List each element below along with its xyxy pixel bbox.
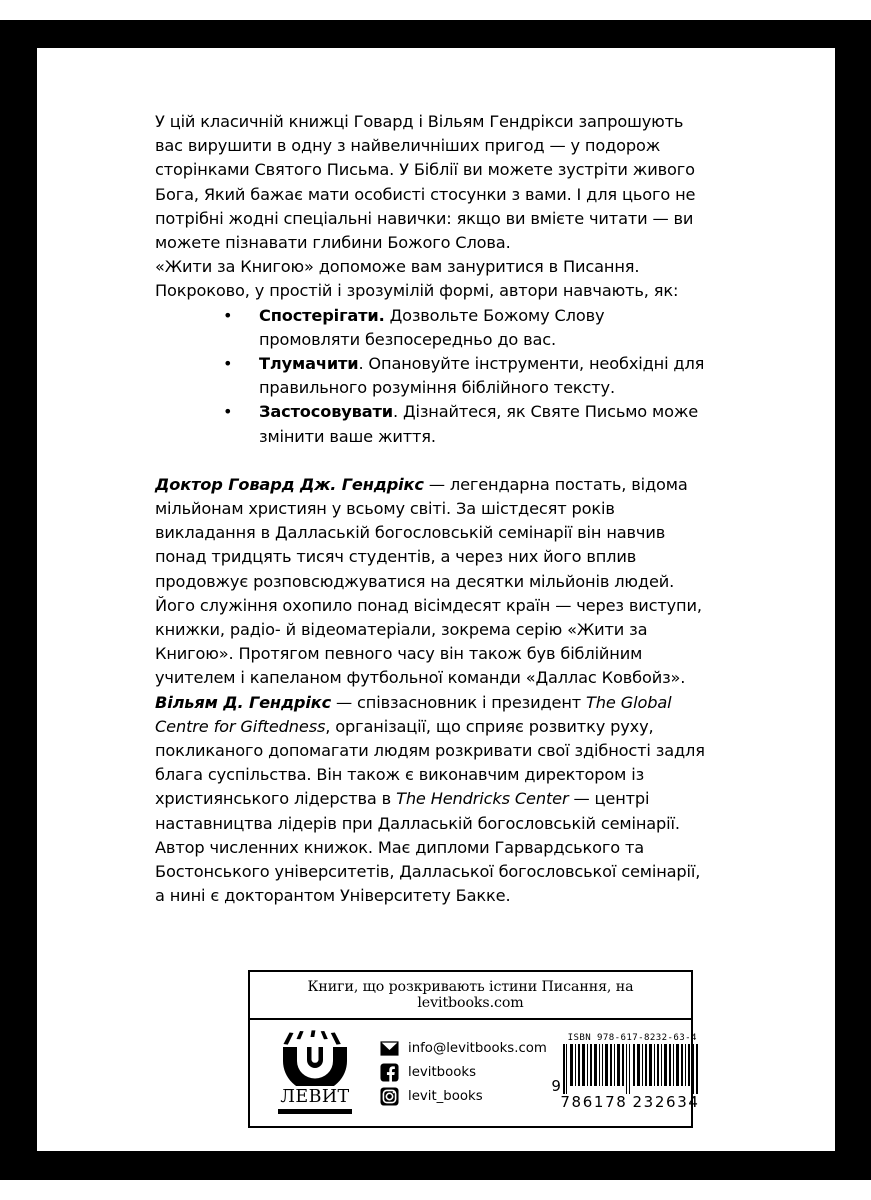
list-item-text: . Опановуйте інструменти, необхідні для правильного розуміння біблійного тексту. <box>259 354 705 398</box>
list-item <box>155 352 707 400</box>
ean-left-group <box>560 1093 627 1111</box>
ean-digit: 2 <box>632 1093 643 1111</box>
author-bio-howard <box>155 473 707 691</box>
ean-digit: 3 <box>677 1093 687 1111</box>
contact-list <box>358 1039 547 1106</box>
isbn-number: ISBN 978-617-8232-63-4 <box>567 1033 697 1043</box>
publisher-wordmark: ЛЕВИТ <box>280 1087 350 1108</box>
ean-digit: 7 <box>560 1093 571 1111</box>
ean-digit: 6 <box>666 1093 676 1111</box>
ean-right-group <box>632 1093 699 1111</box>
list-item <box>155 304 707 352</box>
ean-digit: 7 <box>605 1093 615 1111</box>
ean-digit: 3 <box>643 1093 654 1111</box>
logo-underline <box>278 1109 352 1114</box>
contact-facebook-label: levitbooks <box>408 1064 476 1080</box>
contact-instagram[interactable] <box>380 1087 547 1106</box>
teaching-points-list <box>155 304 707 449</box>
list-item-term: Спостерігати. <box>259 305 385 325</box>
bullet-icon: • <box>223 354 233 374</box>
list-item <box>155 400 707 448</box>
ean-digit: 4 <box>688 1093 699 1111</box>
author-bio-william-seg1: — співзасновник і президент <box>331 692 587 712</box>
list-item-text: Дозвольте Божому Слову промовляти безпосередньо до вас. <box>259 305 605 349</box>
list-item-term: Застосовувати <box>259 402 393 422</box>
ean-lead-digit: 9 <box>551 1077 561 1095</box>
author-bio-william <box>155 691 707 909</box>
publisher-tagline: Книги, що розкривають істини Писання, на levitbooks.com <box>250 972 691 1020</box>
ean-digit: 6 <box>582 1093 593 1111</box>
intro-paragraph-2: «Жити за Книгою» допоможе вам зануритися в Писання. Покроково, у простій і зрозумілій формі, автори навчають, як: <box>155 257 679 301</box>
ean-digit-row <box>553 1093 699 1111</box>
contact-instagram-label: levit_books <box>408 1088 483 1104</box>
ean-digit: 8 <box>616 1093 627 1111</box>
contact-email-label: info@levitbooks.com <box>408 1040 547 1056</box>
ean-digit: 2 <box>654 1093 665 1111</box>
publisher-logo <box>272 1030 358 1114</box>
organisation-global-centre: The Global Centre for Giftedness <box>155 692 672 736</box>
envelope-icon <box>380 1039 399 1058</box>
author-name-howard: Доктор Говард Дж. Гендрікс <box>155 474 424 494</box>
bullet-icon: • <box>223 305 233 325</box>
ean-digit: 8 <box>571 1093 582 1111</box>
ean-digit: 1 <box>593 1093 604 1111</box>
cover-white-page <box>37 48 835 1151</box>
intro-paragraph-1: У цій класичній книжці Говард і Вільям Гендрікси запрошують вас вирушити в одну з найвеличніших пригод — у подорож сторінками Святого Письма. У Біблії ви можете зустріти живого Бога, Який бажає мати особисті стосунки з вами. І для цього не потрібні жодні спеціальні навички: якщо ви вмієте читати — ви можете пізнавати глибини Божого Слова. <box>155 112 696 253</box>
blurb-content <box>155 110 707 909</box>
author-bio-william-seg2: , організації, що сприяє розвитку руху, покликаного допомагати людям розкривати свої здібності задля блага суспільства. Він також є виконавчим директором із християнського лідерства в <box>155 716 705 809</box>
list-item-term: Тлумачити <box>259 354 359 374</box>
isbn-barcode <box>547 1033 701 1111</box>
facebook-icon <box>380 1063 399 1082</box>
levit-horseshoe-icon <box>277 1030 353 1086</box>
barcode-graphic <box>551 1044 699 1094</box>
organisation-hendricks-center: The Hendricks Center <box>396 789 569 809</box>
contact-email[interactable] <box>380 1039 547 1058</box>
bullet-icon: • <box>223 402 233 422</box>
author-bio-william-seg3: — центрі наставництва лідерів при Даллаській богословській семінарії. Автор численних книжок. Має дипломи Гарвардського та Бостонського університетів, Далласької богословської семінарії, а нині є докторантом Університету Бакке. <box>155 789 701 906</box>
instagram-icon <box>380 1087 399 1106</box>
author-bio-howard-text: — легендарна постать, відома мільйонам християн у всьому світі. За шістдесят років викладання в Даллаській богословській семінарії він навчив понад тридцять тисяч студентів, а через них його вплив продовжує розповсюджуватися на десятки мільйонів людей. Його служіння охопило понад вісімдесят країн — через виступи, книжки, радіо- й відеоматеріали, зокрема серію «Жити за Книгою». Протягом певного часу він також був біблійним учителем і капеланом футбольної команди «Даллас Ковбойз». <box>155 474 702 688</box>
contact-facebook[interactable] <box>380 1063 547 1082</box>
publisher-footer-body <box>250 1020 699 1126</box>
list-item-text: . Дізнайтеся, як Святе Письмо може змінити ваше життя. <box>259 402 699 446</box>
publisher-footer-box <box>248 970 699 1128</box>
author-name-william: Вільям Д. Гендрікс <box>155 692 332 712</box>
